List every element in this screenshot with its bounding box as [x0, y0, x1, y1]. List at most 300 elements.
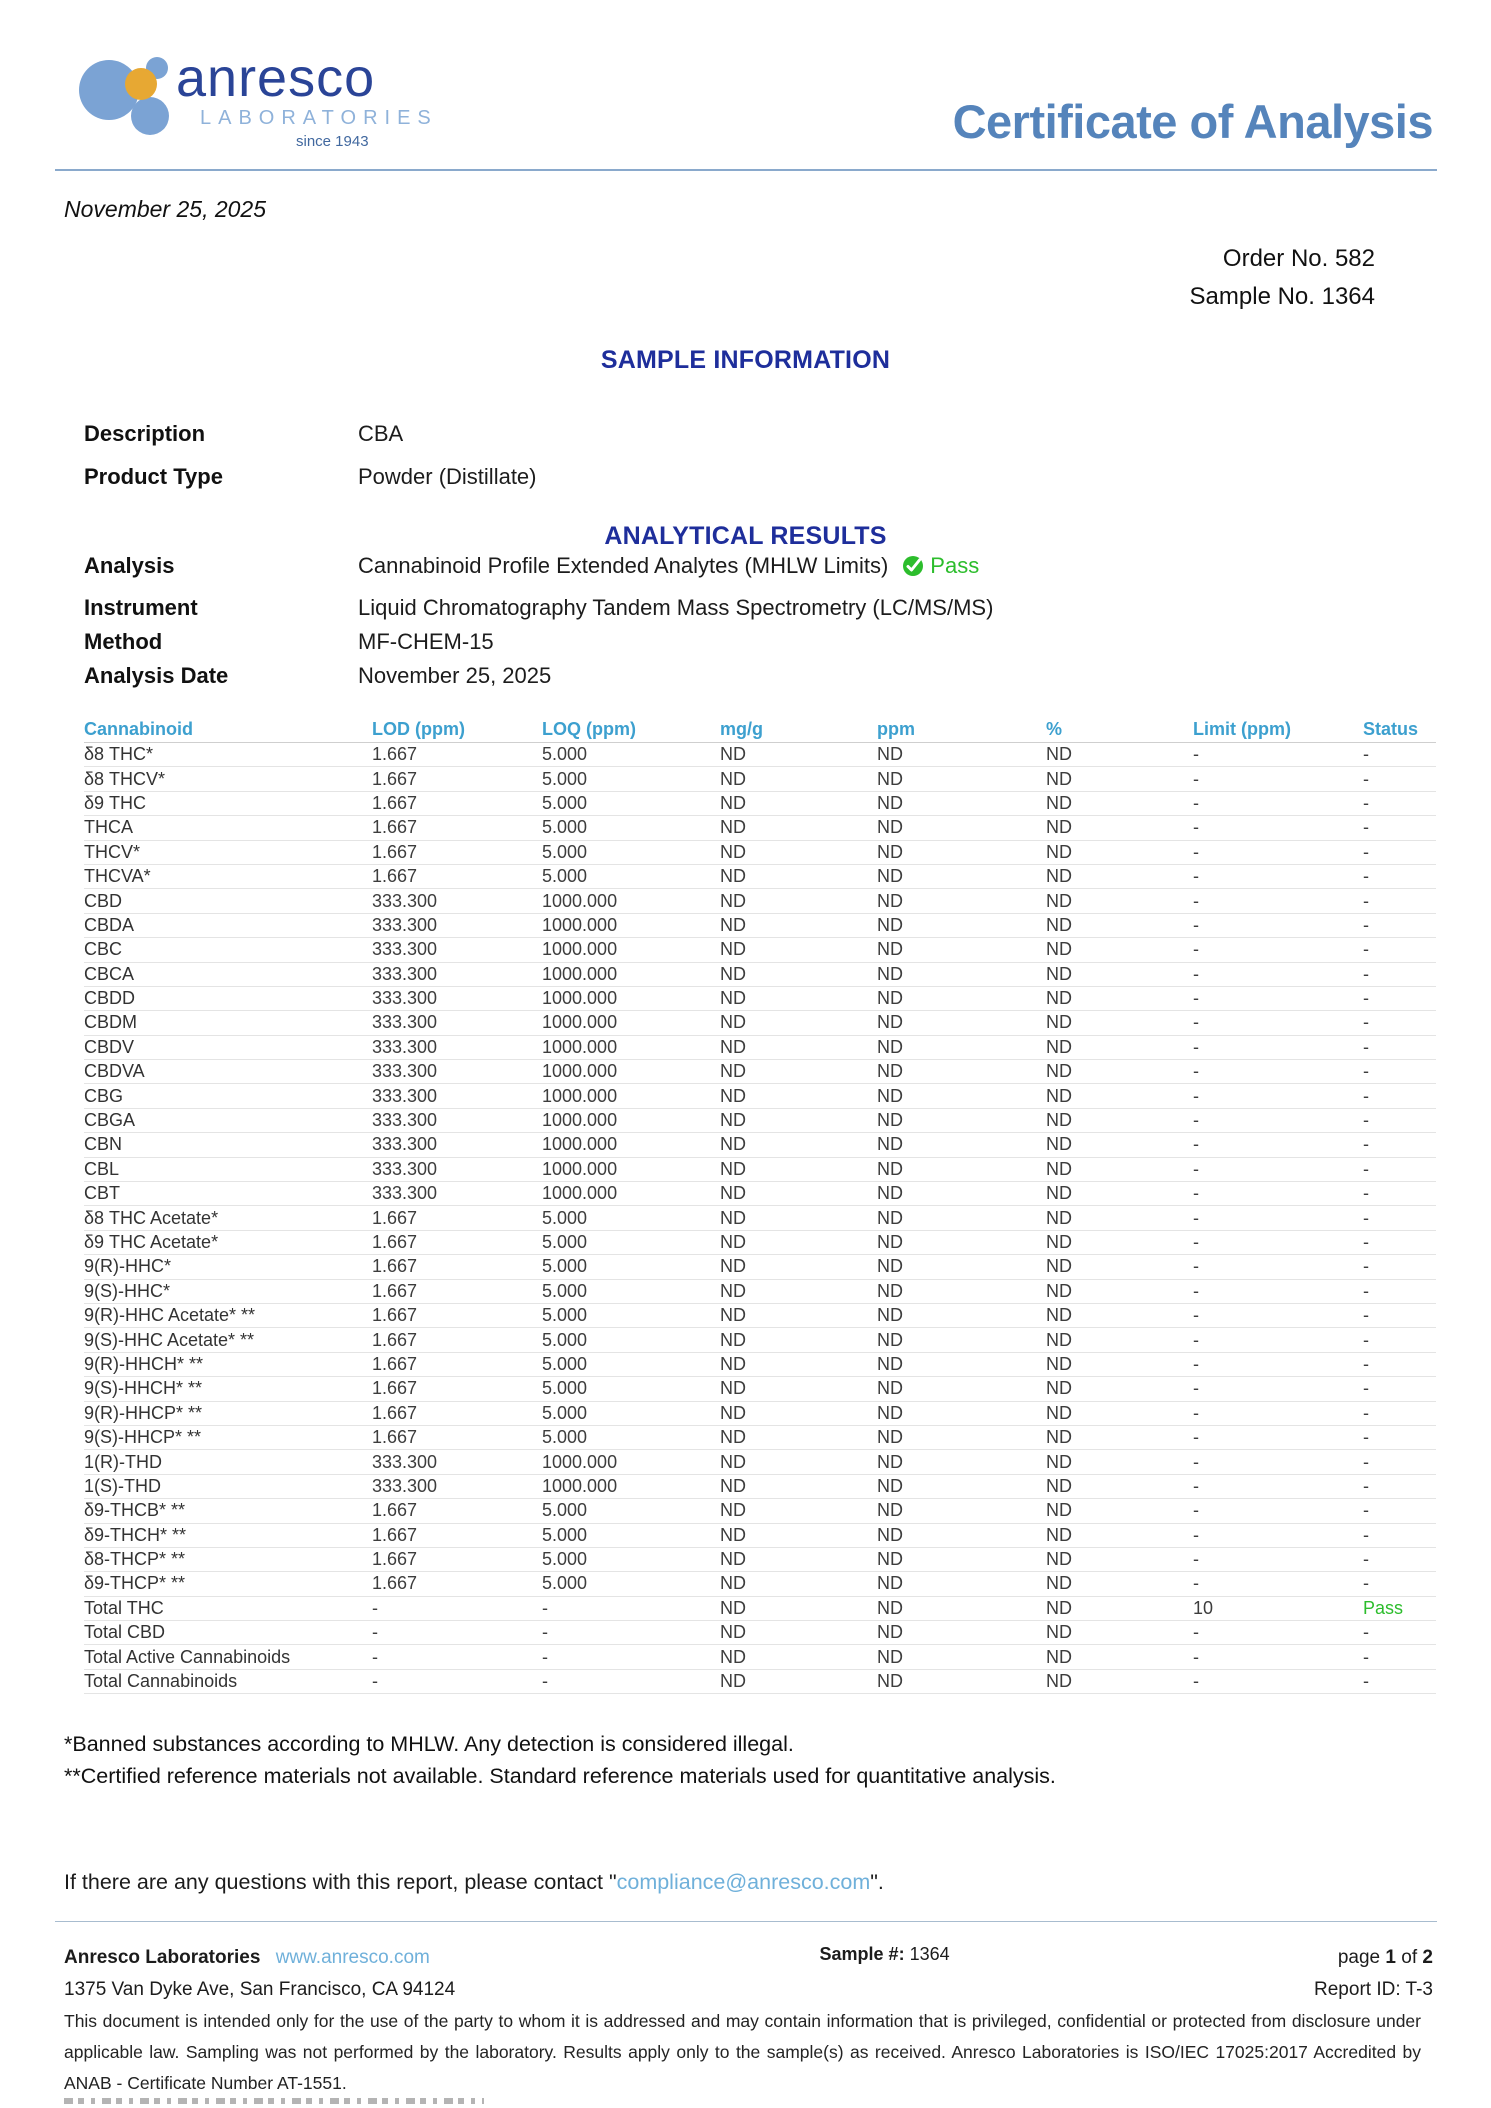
- cell-lod: 1.667: [372, 1377, 542, 1401]
- cell-loq: -: [542, 1669, 720, 1693]
- cell-percent: ND: [1046, 1572, 1193, 1596]
- cell-limit: -: [1193, 1377, 1363, 1401]
- cell-ppm: ND: [877, 938, 1046, 962]
- cell-ppm: ND: [877, 1060, 1046, 1084]
- cell-lod: 1.667: [372, 1352, 542, 1376]
- cell-ppm: ND: [877, 986, 1046, 1010]
- table-row: [84, 938, 1436, 962]
- sample-value: 1364: [909, 1944, 950, 1964]
- cell-limit: -: [1193, 1060, 1363, 1084]
- cell-analyte: 9(S)-HHCH* **: [84, 1377, 372, 1401]
- cell-loq: 5.000: [542, 840, 720, 864]
- cell-mg-g: ND: [720, 1206, 877, 1230]
- cell-lod: -: [372, 1669, 542, 1693]
- field-product-type: [84, 464, 537, 490]
- pass-badge: [902, 553, 979, 579]
- cell-analyte: THCV*: [84, 840, 372, 864]
- footer-lab-name: Anresco Laboratories: [64, 1947, 261, 1968]
- cell-percent: ND: [1046, 1035, 1193, 1059]
- cell-ppm: ND: [877, 1230, 1046, 1254]
- cell-mg-g: ND: [720, 1401, 877, 1425]
- cell-status: -: [1363, 1474, 1436, 1498]
- cell-ppm: ND: [877, 1011, 1046, 1035]
- cell-loq: 1000.000: [542, 1474, 720, 1498]
- cell-ppm: ND: [877, 1645, 1046, 1669]
- cell-loq: 5.000: [542, 1547, 720, 1571]
- field-label: Method: [84, 628, 163, 654]
- cell-limit: -: [1193, 1474, 1363, 1498]
- cell-ppm: ND: [877, 1035, 1046, 1059]
- cell-mg-g: ND: [720, 1035, 877, 1059]
- table-row: [84, 1182, 1436, 1206]
- table-row: [84, 816, 1436, 840]
- field-value: MF-CHEM-15: [358, 628, 494, 654]
- col-limit: Limit (ppm): [1193, 716, 1363, 743]
- footer-address: 1375 Van Dyke Ave, San Francisco, CA 94124: [64, 1979, 456, 2000]
- anresco-logo: [78, 50, 438, 154]
- cell-percent: ND: [1046, 1206, 1193, 1230]
- cell-ppm: ND: [877, 840, 1046, 864]
- cell-analyte: CBC: [84, 938, 372, 962]
- cell-lod: 1.667: [372, 1547, 542, 1571]
- cell-lod: 333.300: [372, 1450, 542, 1474]
- cell-status: -: [1363, 1279, 1436, 1303]
- cell-percent: ND: [1046, 938, 1193, 962]
- cell-status: -: [1363, 1401, 1436, 1425]
- cell-status: -: [1363, 1547, 1436, 1571]
- cell-percent: ND: [1046, 816, 1193, 840]
- contact-line: [64, 1870, 884, 1895]
- cell-analyte: CBCA: [84, 962, 372, 986]
- cell-status: -: [1363, 1328, 1436, 1352]
- cell-status: -: [1363, 1645, 1436, 1669]
- cell-lod: 333.300: [372, 1182, 542, 1206]
- table-row: [84, 889, 1436, 913]
- disclaimer-text: This document is intended only for the use of the party to whom it is addressed and may contain information that is privileged, confidential or protected from disclosure under applicable law. Sampling was not performed by the laboratory. Results apply only to the sample(s) as received. Anresco Laboratories is ISO/IEC 17025:2017 Accredited by ANAB - Certificate Number AT-1551.: [64, 2011, 1421, 2093]
- col-ppm: ppm: [877, 716, 1046, 743]
- cell-lod: 1.667: [372, 1572, 542, 1596]
- cell-status: -: [1363, 1425, 1436, 1449]
- cell-status: -: [1363, 1450, 1436, 1474]
- cell-loq: 5.000: [542, 1303, 720, 1327]
- cell-analyte: CBD: [84, 889, 372, 913]
- cell-mg-g: ND: [720, 1645, 877, 1669]
- cell-analyte: 1(R)-THD: [84, 1450, 372, 1474]
- cell-analyte: δ9 THC Acetate*: [84, 1230, 372, 1254]
- cell-mg-g: ND: [720, 1157, 877, 1181]
- field-value: CBA: [358, 421, 404, 446]
- cell-loq: 1000.000: [542, 1011, 720, 1035]
- cell-lod: 1.667: [372, 1206, 542, 1230]
- cell-analyte: δ8 THC*: [84, 743, 372, 767]
- field-description: [84, 421, 537, 447]
- cell-loq: 1000.000: [542, 986, 720, 1010]
- cell-limit: -: [1193, 1035, 1363, 1059]
- cell-analyte: δ9-THCH* **: [84, 1523, 372, 1547]
- cell-lod: 333.300: [372, 889, 542, 913]
- contact-suffix: ".: [870, 1870, 884, 1894]
- cell-ppm: ND: [877, 1108, 1046, 1132]
- table-row: [84, 1499, 1436, 1523]
- cell-analyte: CBDV: [84, 1035, 372, 1059]
- cell-mg-g: ND: [720, 962, 877, 986]
- table-row: [84, 864, 1436, 888]
- cell-percent: ND: [1046, 1474, 1193, 1498]
- table-row: [84, 767, 1436, 791]
- col-cannabinoid: Cannabinoid: [84, 716, 372, 743]
- cell-analyte: CBL: [84, 1157, 372, 1181]
- analytical-results-heading: ANALYTICAL RESULTS: [604, 522, 887, 550]
- cell-limit: -: [1193, 864, 1363, 888]
- footer-divider: [55, 1921, 1437, 1922]
- table-row: [84, 1572, 1436, 1596]
- cell-mg-g: ND: [720, 840, 877, 864]
- field-value: Powder (Distillate): [358, 464, 537, 489]
- cell-percent: ND: [1046, 1352, 1193, 1376]
- cell-mg-g: ND: [720, 889, 877, 913]
- cell-mg-g: ND: [720, 816, 877, 840]
- cell-mg-g: ND: [720, 1669, 877, 1693]
- page-indicator: page 1 of 2: [1337, 1947, 1433, 1968]
- field-label: Description: [84, 421, 206, 446]
- cell-limit: -: [1193, 913, 1363, 937]
- cell-mg-g: ND: [720, 1230, 877, 1254]
- cell-status: -: [1363, 864, 1436, 888]
- cell-ppm: ND: [877, 913, 1046, 937]
- cell-status: -: [1363, 840, 1436, 864]
- cell-loq: 5.000: [542, 767, 720, 791]
- field-analysis: [84, 552, 993, 579]
- cell-lod: 1.667: [372, 1328, 542, 1352]
- cell-ppm: ND: [877, 1133, 1046, 1157]
- cell-ppm: ND: [877, 767, 1046, 791]
- cell-loq: 5.000: [542, 1352, 720, 1376]
- cell-loq: 5.000: [542, 1255, 720, 1279]
- cell-status: Pass: [1363, 1596, 1436, 1620]
- cell-limit: -: [1193, 1108, 1363, 1132]
- cell-mg-g: ND: [720, 864, 877, 888]
- page-title: Certificate of Analysis: [952, 95, 1433, 148]
- cell-limit: -: [1193, 840, 1363, 864]
- cell-percent: ND: [1046, 962, 1193, 986]
- cell-loq: 5.000: [542, 1377, 720, 1401]
- cell-analyte: CBDA: [84, 913, 372, 937]
- table-row: [84, 1011, 1436, 1035]
- table-row: [84, 743, 1436, 767]
- header-divider: [55, 169, 1437, 171]
- cell-loq: 5.000: [542, 1523, 720, 1547]
- cell-analyte: 9(S)-HHC*: [84, 1279, 372, 1303]
- table-row: [84, 791, 1436, 815]
- cell-limit: -: [1193, 1255, 1363, 1279]
- cell-ppm: ND: [877, 1596, 1046, 1620]
- cell-percent: ND: [1046, 1621, 1193, 1645]
- cell-percent: ND: [1046, 1596, 1193, 1620]
- cell-ppm: ND: [877, 791, 1046, 815]
- cell-ppm: ND: [877, 1352, 1046, 1376]
- cell-limit: -: [1193, 889, 1363, 913]
- cell-analyte: 9(R)-HHC Acetate* **: [84, 1303, 372, 1327]
- cell-loq: 5.000: [542, 1279, 720, 1303]
- sample-number: Sample No. 1364: [1189, 283, 1375, 310]
- cell-loq: -: [542, 1645, 720, 1669]
- website-link[interactable]: www.anresco.com: [275, 1947, 430, 1968]
- cell-status: -: [1363, 1133, 1436, 1157]
- cell-ppm: ND: [877, 816, 1046, 840]
- cell-mg-g: ND: [720, 791, 877, 815]
- report-date: November 25, 2025: [64, 196, 267, 222]
- cell-lod: 333.300: [372, 1133, 542, 1157]
- compliance-email-link[interactable]: compliance@anresco.com: [616, 1870, 871, 1894]
- table-row: [84, 1474, 1436, 1498]
- cell-status: -: [1363, 743, 1436, 767]
- cell-status: -: [1363, 913, 1436, 937]
- cell-limit: -: [1193, 1425, 1363, 1449]
- cell-loq: 1000.000: [542, 1084, 720, 1108]
- cell-status: -: [1363, 938, 1436, 962]
- cannabinoid-results-table: [84, 716, 1436, 1694]
- cell-ppm: ND: [877, 743, 1046, 767]
- cell-mg-g: ND: [720, 1499, 877, 1523]
- cell-lod: 1.667: [372, 743, 542, 767]
- cell-lod: 333.300: [372, 1474, 542, 1498]
- cell-mg-g: ND: [720, 1572, 877, 1596]
- cell-loq: -: [542, 1621, 720, 1645]
- cell-percent: ND: [1046, 1084, 1193, 1108]
- col-loq: LOQ (ppm): [542, 716, 720, 743]
- cell-ppm: ND: [877, 1279, 1046, 1303]
- cell-percent: ND: [1046, 889, 1193, 913]
- cell-loq: 5.000: [542, 1401, 720, 1425]
- cell-analyte: 9(S)-HHC Acetate* **: [84, 1328, 372, 1352]
- cell-status: -: [1363, 1182, 1436, 1206]
- footer-sample-number: [820, 1944, 950, 1965]
- cell-ppm: ND: [877, 1206, 1046, 1230]
- cell-mg-g: ND: [720, 1377, 877, 1401]
- cell-percent: ND: [1046, 986, 1193, 1010]
- cell-lod: 1.667: [372, 1255, 542, 1279]
- logo-subtitle: LABORATORIES: [200, 107, 438, 129]
- cell-percent: ND: [1046, 1157, 1193, 1181]
- cell-percent: ND: [1046, 1230, 1193, 1254]
- table-row: [84, 1352, 1436, 1376]
- cell-analyte: CBN: [84, 1133, 372, 1157]
- cell-mg-g: ND: [720, 1596, 877, 1620]
- cell-analyte: 1(S)-THD: [84, 1474, 372, 1498]
- cell-percent: ND: [1046, 791, 1193, 815]
- cell-ppm: ND: [877, 1450, 1046, 1474]
- sample-information-heading: SAMPLE INFORMATION: [600, 346, 891, 374]
- cell-mg-g: ND: [720, 986, 877, 1010]
- cell-ppm: ND: [877, 1255, 1046, 1279]
- cell-limit: -: [1193, 1230, 1363, 1254]
- contact-prefix: If there are any questions with this report, please contact ": [64, 1870, 617, 1894]
- cell-mg-g: ND: [720, 1133, 877, 1157]
- cell-lod: 1.667: [372, 791, 542, 815]
- cell-percent: ND: [1046, 1645, 1193, 1669]
- cell-mg-g: ND: [720, 938, 877, 962]
- cell-analyte: CBDVA: [84, 1060, 372, 1084]
- cell-limit: -: [1193, 1450, 1363, 1474]
- cell-analyte: THCVA*: [84, 864, 372, 888]
- cell-status: -: [1363, 889, 1436, 913]
- cell-loq: 5.000: [542, 743, 720, 767]
- table-row: [84, 913, 1436, 937]
- cell-lod: 333.300: [372, 986, 542, 1010]
- cell-limit: -: [1193, 1645, 1363, 1669]
- table-row: [84, 840, 1436, 864]
- cell-percent: ND: [1046, 1011, 1193, 1035]
- table-row: [84, 1060, 1436, 1084]
- cell-analyte: δ8 THC Acetate*: [84, 1206, 372, 1230]
- cell-lod: 1.667: [372, 1279, 542, 1303]
- cell-lod: -: [372, 1621, 542, 1645]
- cell-mg-g: ND: [720, 1182, 877, 1206]
- col-percent: %: [1046, 716, 1193, 743]
- cell-mg-g: ND: [720, 1303, 877, 1327]
- cell-percent: ND: [1046, 1669, 1193, 1693]
- cell-loq: 5.000: [542, 1230, 720, 1254]
- cell-lod: 1.667: [372, 1499, 542, 1523]
- cell-analyte: CBG: [84, 1084, 372, 1108]
- cell-lod: 1.667: [372, 1425, 542, 1449]
- cell-analyte: 9(R)-HHCH* **: [84, 1352, 372, 1376]
- cell-mg-g: ND: [720, 1084, 877, 1108]
- cell-limit: -: [1193, 1157, 1363, 1181]
- cell-loq: 1000.000: [542, 1450, 720, 1474]
- cell-limit: -: [1193, 816, 1363, 840]
- cell-ppm: ND: [877, 1499, 1046, 1523]
- cell-loq: 1000.000: [542, 1182, 720, 1206]
- cell-limit: -: [1193, 986, 1363, 1010]
- cell-loq: 5.000: [542, 864, 720, 888]
- cell-status: -: [1363, 1157, 1436, 1181]
- cell-limit: -: [1193, 1621, 1363, 1645]
- cell-ppm: ND: [877, 1547, 1046, 1571]
- cell-ppm: ND: [877, 864, 1046, 888]
- pass-check-icon: [902, 555, 924, 577]
- molecule-icon: [78, 54, 172, 154]
- cell-lod: 1.667: [372, 1303, 542, 1327]
- cell-mg-g: ND: [720, 1255, 877, 1279]
- table-row: [84, 1377, 1436, 1401]
- cell-status: -: [1363, 1035, 1436, 1059]
- cell-mg-g: ND: [720, 1547, 877, 1571]
- cell-loq: 1000.000: [542, 1060, 720, 1084]
- cell-lod: 333.300: [372, 962, 542, 986]
- cell-loq: -: [542, 1596, 720, 1620]
- cell-status: -: [1363, 791, 1436, 815]
- cell-analyte: 9(R)-HHC*: [84, 1255, 372, 1279]
- table-row: [84, 1547, 1436, 1571]
- cell-limit: -: [1193, 962, 1363, 986]
- cell-loq: 1000.000: [542, 1157, 720, 1181]
- field-label: Analysis Date: [84, 662, 229, 688]
- cell-percent: ND: [1046, 767, 1193, 791]
- cell-status: -: [1363, 816, 1436, 840]
- cell-lod: 333.300: [372, 913, 542, 937]
- cell-percent: ND: [1046, 1182, 1193, 1206]
- cell-mg-g: ND: [720, 1108, 877, 1132]
- cell-percent: ND: [1046, 1523, 1193, 1547]
- cell-analyte: CBDM: [84, 1011, 372, 1035]
- col-mg-g: mg/g: [720, 716, 877, 743]
- cell-analyte: δ8-THCP* **: [84, 1547, 372, 1571]
- cell-loq: 5.000: [542, 1425, 720, 1449]
- cell-analyte: 9(R)-HHCP* **: [84, 1401, 372, 1425]
- cell-percent: ND: [1046, 840, 1193, 864]
- cell-status: -: [1363, 1303, 1436, 1327]
- cell-status: -: [1363, 1621, 1436, 1645]
- cell-ppm: ND: [877, 1377, 1046, 1401]
- cell-analyte: δ9 THC: [84, 791, 372, 815]
- cell-analyte: Total CBD: [84, 1621, 372, 1645]
- cell-lod: 1.667: [372, 1230, 542, 1254]
- cell-ppm: ND: [877, 1328, 1046, 1352]
- field-label: Product Type: [84, 464, 223, 489]
- table-row: [84, 1133, 1436, 1157]
- cell-mg-g: ND: [720, 1425, 877, 1449]
- cell-limit: -: [1193, 1279, 1363, 1303]
- field-value: November 25, 2025: [358, 662, 552, 688]
- table-row: [84, 1425, 1436, 1449]
- table-row: [84, 1035, 1436, 1059]
- cell-loq: 1000.000: [542, 1035, 720, 1059]
- cell-loq: 1000.000: [542, 913, 720, 937]
- cell-analyte: 9(S)-HHCP* **: [84, 1425, 372, 1449]
- table-row: [84, 1596, 1436, 1620]
- cell-status: -: [1363, 1377, 1436, 1401]
- cell-percent: ND: [1046, 1401, 1193, 1425]
- cell-loq: 1000.000: [542, 1108, 720, 1132]
- cell-ppm: ND: [877, 1474, 1046, 1498]
- sample-label: Sample #:: [819, 1944, 905, 1964]
- cell-limit: -: [1193, 1401, 1363, 1425]
- table-row: [84, 986, 1436, 1010]
- cell-lod: 1.667: [372, 1401, 542, 1425]
- cell-status: -: [1363, 1669, 1436, 1693]
- order-sample-block: [1190, 240, 1375, 316]
- cell-percent: ND: [1046, 864, 1193, 888]
- cell-percent: ND: [1046, 1060, 1193, 1084]
- cell-lod: 333.300: [372, 1157, 542, 1181]
- table-row: [84, 1108, 1436, 1132]
- cell-analyte: δ8 THCV*: [84, 767, 372, 791]
- cell-ppm: ND: [877, 1621, 1046, 1645]
- cell-percent: ND: [1046, 1547, 1193, 1571]
- cell-ppm: ND: [877, 1401, 1046, 1425]
- cell-limit: -: [1193, 791, 1363, 815]
- table-row: [84, 1328, 1436, 1352]
- cell-status: -: [1363, 962, 1436, 986]
- cell-loq: 5.000: [542, 1572, 720, 1596]
- cell-percent: ND: [1046, 1450, 1193, 1474]
- cell-limit: -: [1193, 1303, 1363, 1327]
- cell-analyte: δ9-THCB* **: [84, 1499, 372, 1523]
- cell-ppm: ND: [877, 1157, 1046, 1181]
- cell-lod: -: [372, 1596, 542, 1620]
- cell-lod: 1.667: [372, 864, 542, 888]
- cell-status: -: [1363, 1499, 1436, 1523]
- cell-mg-g: ND: [720, 1523, 877, 1547]
- cell-analyte: THCA: [84, 816, 372, 840]
- table-row: [84, 1230, 1436, 1254]
- cell-limit: -: [1193, 1547, 1363, 1571]
- cell-percent: ND: [1046, 913, 1193, 937]
- cell-lod: 1.667: [372, 816, 542, 840]
- logo-tagline: since 1943: [296, 133, 369, 150]
- cell-lod: 333.300: [372, 1084, 542, 1108]
